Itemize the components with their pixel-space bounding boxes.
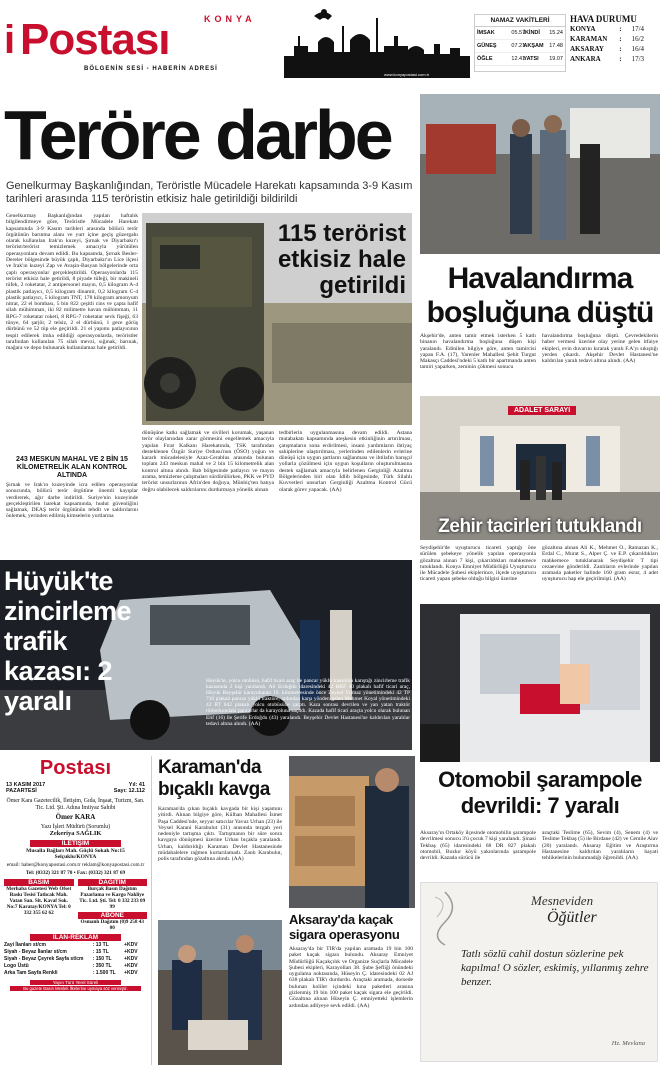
weather [570,14,658,76]
ilan-kdv: +KDV [124,956,138,963]
imprint-abone: Osmanlı Dağıtım (0)9 258 43 00 [80,919,144,932]
imprint-dagitim-title: DAĞITIM [78,879,148,886]
weather-city: ANKARA [570,55,601,63]
ilan-row [4,949,147,956]
weather-row [570,24,658,34]
ilan-kdv: +KDV [124,963,138,970]
ilan-price: : 15 TL [92,949,109,956]
prayer-times [474,14,566,72]
imprint-logo[interactable]: Postası [39,757,112,779]
imprint-footer2: Bu gazete Basın Meslek İlkelerine uymaya söz vermiştir. [10,986,141,991]
imprint-phone: Tel: (0332) 321 87 70 • Fax: (0332) 321 87 69 [25,870,126,877]
imprint-dagitim: Burçak Basın Dağıtım Pazarlama ve Kargo Nakliye Tic. Ltd. Şti. Tel: 0 332 233 09 99 [79,886,146,911]
lead-col2: dönüşüne katkı sağlamak ve sivilleri korumak, yaşanan terör olaylarından zarar görmesini engellemek amacıyla yapılan Fırat Kalkanı Harekatında, TSK tarafından desteklenen Özgür Suriye Ordusu'nun (ÖSO) yoğun ve kararlı mücadelesiyle Azaz-Cerablus arasında bulunan toplam 243 meskun mahal ve 2 bin 15 kilometrelik alan kontrol altına alındı. Bab bölgesinde patlayıcı ve mayın arama, temizleme çalışmaları sürdürülürken, PKK ve PYD terörist unsurlarının Afrin'den doğuya, Münbiç'ten batıya doğru olabilecek saldırılarını durdurmaya yönelik alınan [142,430,274,493]
logo-small-label: KONYA [204,14,256,24]
imprint-abone-title: ABONE [78,912,148,919]
imprint-date-row [0,780,151,796]
prayer-row [475,53,565,66]
lead-subhead: 243 MESKUN MAHAL VE 2 BİN 15 KİLOMETRELİK ALAN KONTROL ALTINDA [16,456,128,479]
imprint-owner: Ömer KARA [55,813,96,822]
karaman-headline: Karaman'da bıçaklı kavga [158,757,270,800]
ilan-price: : 350 TL [92,963,112,970]
otomobil-col2: araçtaki Teslime (65), Sevim (4), Senem (4) ve Teslime Tekbaş (5) ile Birdane (42) ve Cemile Alav (20) yaralandı. Aksaray Eğitim ve Araştırma Hastanesine kaldırılan yaralıların hayati tehlikelerinin bulunmadığı öğrenildi. (AA) [542,830,658,862]
imprint-contact-title: İLETİŞİM [30,840,121,847]
aksaray-headline: Aksaray'da kaçak sigara operasyonu [289,912,400,942]
lead-col1b: Şırnak ve Irak'ın kuzeyinde icra edilen operasyonlar sonucunda, bölücü terör örgütüne önemli kayıplar verdirerek, ağır darbe indirildi. Suriye'nin kuzeyinde gerçekleştirilen harekat kapsamında, hudut güvenliğini sağlamak, DEAŞ terör örgütünün tehdit ve saldırılarını önlemek, yerinden edilmiş kimselerin yurtlarına [6,482,138,520]
ilan-price: : 13 TL [92,942,109,949]
skyline-illustration [284,6,470,78]
prayer-rows [475,27,565,66]
ilan-name: Siyah - Beyaz Çeyrek Sayfa st/cm [4,956,84,963]
imprint-basim-title: BASIM [4,879,74,886]
prayer-label1: İMSAK [477,30,495,36]
imprint-email[interactable]: email: haber@konyapostasi.com.tr reklam@konyapostasi.com.tr [6,862,145,869]
zehir-col2: gözaltına alınan Ali K., Mehmet Ö., Ramazan K., Erdal C., Murat S., Alper Ç. ve E.P. çıkarıldıkları mahkemece tutuklanarak Seydişehir T tipi cezaevine gönderildi. Zanlıların evlerinde yapılan aramada paketler halinde 160 gram esrar, 4 adet uyuşturucu hap ele geçirilmişti. (AA) [542,545,658,583]
aksaray-photo [289,756,415,908]
ilan-price: : 150 TL [92,956,112,963]
otomobil-photo [420,604,660,762]
ilan-price: : 1.500 TL [92,970,116,977]
havalandirma-photo [420,94,660,254]
ilan-kdv: +KDV [124,970,138,977]
imprint-editor-title: Yazı İşleri Müdürü (Sorumlu) [40,824,111,831]
imprint-publisher: Ömer Kara Gazetecilik, İletişim, Gıda, İnşaat, Turizm, San. Tic. Ltd. Şti. Adına İmtiyaz Sahibi [6,798,145,811]
imprint-date: 13 KASIM 2017 PAZARTESİ [6,782,46,794]
logo-prefix: i [4,18,16,62]
weather-row [570,44,658,54]
prayer-times-title: NAMAZ VAKİTLERİ [475,15,565,27]
imprint-basim: Merhaba Gazetesi Web Ofset Baskı Tesisi Tatlıcak Mah. Vatan San. Sit. Kavaf Sok. No:7 Karatay/KONYA Tel: 0 332 355 62 62 [6,886,72,917]
weather-rows [570,24,658,64]
aksaray-body: Aksaray'da bir TIR'da yapılan aramada 19 bin 100 paket kaçak sigara bulundu. Aksaray Emniyet Müdürlüğü Kaçakçılık ve Organize Suçlarla Mücadele Şubesi ekipleri, Karayolları 38. Şube Şefliği önündeki uygulama noktasında, Hüseyin Ç. idaresindeki 02 AJ 638 plakalı TIR'ı durdurdu. Araçtaki aramada, dorsede bulunan koliler içindeki kına paketleri arasına gizlenmiş 19 bin 100 paket kaçak sigara ele geçirildi. Gözaltına alınan Hüseyin Ç. emniyetteki işlemlerin ardından adliyeye sevk edildi. (AA) [289,946,413,1009]
ilan-name: Arka Tam Sayfa Renkli [4,970,58,977]
zehir-photo [420,396,660,540]
weather-row [570,34,658,44]
zehir-col1: Seydişehir'de uyuşturucu ticareti yaptığı öne sürülen şebekeye yönelik yapılan operasyonla gözaltına alınan 7 kişi, çıkarıldıkları mahkemece tutuklandı. Konya Emniyet Müdürlüğü Uyuşturucu ile Mücadele Şubesi ekiplerince, ilçede uyuşturucu ticareti yapan şebeke olduğu bilgisi üzerine [420,545,536,583]
prayer-value2: 15.24 [549,30,563,36]
weather-city: KONYA [570,25,596,33]
imprint-dagitim-block [78,879,148,931]
prayer-value2: 19.07 [549,56,563,62]
imprint-basim-block [4,879,74,931]
prayer-label1: GÜNEŞ [477,43,497,49]
imprint-year: Yıl: 41 [128,782,145,788]
masthead [0,0,660,90]
prayer-label2: İKİNDİ [523,30,540,36]
lead-photo-headline: 115 terörist etkisiz hale getirildi [277,220,406,299]
ilan-name: Zayi İlanları st/cm [4,942,46,949]
ilan-kdv: +KDV [124,942,138,949]
prayer-row [475,27,565,40]
quote-author: Hz. Mevlana [611,1040,645,1047]
ilan-name: Logo Üstü [4,963,29,970]
otomobil-headline: Otomobil şarampole devrildi: 7 yaralı [438,767,642,818]
weather-temp: 17/4 [631,25,645,33]
karaman-photo [158,920,282,1065]
zehir-headline: Zehir tacirleri tutuklandı [438,516,642,537]
quote-title1: Mesneviden [531,893,594,908]
imprint-editor: Zekeriya SAĞLIK [49,830,102,838]
lead-photo [142,213,412,425]
weather-title: HAVA DURUMU [570,14,637,24]
logo[interactable] [4,12,280,74]
lead-col3: tedbirlerin uygulanmasına devam edildi. Astana mutabakatı kapsamında ateşkesin etkinliğinin artırılması, çatışmaların sona erdirilmesi, insani yardımların ihtiyaç sahiplerine ulaştırılması, yerlerinden edilenlerin evlerine dönüşü için uygun şartların sağlanması ve ihtilafın barışçıl yollarla çözülmesi için uygun koşulların oluşturulmasına destek sağlamak amacıyla belirlenen Gerginliği Azaltma Bölgelerinden biri olan İdlib bölgesinde, Türk Silahlı Kuvvetleri unsurları Gerginliği Azaltma Kontrol Gücü olarak görev yapacak. (AA) [279,430,412,493]
prayer-value1: 12.41 [511,56,526,62]
weather-city: KARAMAN [570,35,608,43]
logo-main: Postası [20,15,170,64]
huyuk-headline: Hüyük'te zincirleme trafik kazası: 2 yaralı [4,566,132,716]
prayer-row [475,40,565,53]
ilan-row [4,970,147,977]
imprint-footer: Yayın Türü Yerel Süreli [30,980,121,985]
huyuk-caption: Hüyük'te, yolcu otobüsü, hafif ticari araç ile pancar yüklü traktörün karıştığı zincirleme trafik kazasında 2 kişi yaralandı. Ali Erdoğdu idaresindeki 42 BKF 40 plakalı hafif ticari araç, Hüyük Beyşehir karayolunun 10. kilometresinde önce Zeynel Yılmaz yönetimindeki 42 TP 710 plakalı pancar yüklü traktöre, ardından karşı yönden gelen Mehmet Koyal yönetimindeki 42 RT 642 plakalı yolcu otobüsüne çarptı. Kaza sonrası devrilen ve yan yatan traktör römorkundaki pancarlar da karayoluna saçıldı. Kazada hafif ticari araçta yolcu olarak bulunan Elif (16) ile Şerife Erdoğdu (43) yaralandı. Beyşehir Devlet Hastanesi'ne kaldırılan yaralılar tedavi altına alındı. (AA) [206,678,410,727]
quote-ornament-icon [425,887,465,947]
weather-separator: : [619,25,622,33]
imprint-address: Musalla Bağları Mah. Güçlü Sokak No:15 Selçuklu/KONYA [26,848,125,861]
karaman-body: Karaman'da çıkan bıçaklı kavgada bir kişi yaşamını yitirdi. Alınan bilgiye göre, Külhan Mahallesi İsmet Paşa Caddesi'nde, seyyar satıcılar Yavuz Urhan (23) ile Veysel Karani Karabulut (31) arasında tezgah yeri nedeniyle tartışma çıktı. Tartışmanın bir süre sonra kavgaya dönüşmesi üzerine Urhan bıçakla yaralandı. Urhan, kaldırıldığı Karaman Devlet Hastanesinde müdahalelere rağmen kurtarılamadı. Zanlı Karabulut, polis tarafından gözaltına alındı. (AA) [158,806,282,863]
imprint-print-distribution [0,879,151,931]
ilan-name: Siyah - Beyaz İlanlar st/cm [4,949,67,956]
imprint-ilan-rows [0,942,151,977]
quote-box [420,882,658,1062]
havalandirma-headline: Havalandırma boşluğuna düştü [426,262,654,329]
ilan-kdv: +KDV [124,949,138,956]
otomobil-col1: Aksaray'ın Ortaköy ilçesinde otomobilin şarampole devrilmesi sonucu 3'ü çocuk 7 kişi yaralandı. Şinasi Tekbaş (65) idaresindeki 68 DR 827 plakalı otomobil, Bozkır köyü yakınlarında şarampole devrildi. Kazada sürücü ile [420,830,536,862]
quote-text: Tatlı sözlü cahil dostun sözlerine pek kapılma! O sözler, eskimiş, yıllanmış zehre benzer. [461,948,649,988]
imprint-ilan-title: İLAN-REKLAM [30,934,121,941]
weather-separator: : [619,35,622,43]
imprint [0,756,152,1065]
weather-separator: : [619,55,622,63]
prayer-value1: 05.57 [511,30,526,36]
prayer-label2: AKŞAM [523,43,544,49]
prayer-value2: 17.48 [549,43,563,49]
ilan-row [4,963,147,970]
lead-headline: Teröre darbe [4,96,391,174]
lead-subtitle: Genelkurmay Başkanlığından, Teröristle Mücadele Harekatı kapsamında 3-9 Kasım tarihleri arasında 115 teröristin etkisiz hale getirildiği bildirildi [6,180,413,205]
huyuk-photo [0,560,412,750]
havalandirma-col2: havalandırma boşluğuna düştü. Çevredekilerin haber vermesi üzerine olay yerine gelen itfaiye ekipleri, evin duvarını kırarak yaralı F.A'yı sıkıştığı yerden çıkardı. Akşehir Devlet Hastanesi'ne kaldırılan yaralı tedavi altına alındı. (AA) [542,333,658,365]
weather-city: AKSARAY [570,45,604,53]
prayer-label1: ÖĞLE [477,56,493,62]
weather-temp: 16/2 [631,35,645,43]
lead-col1: Genelkurmay Başkanlığından yapılan haftalık bilgilendirmeye göre, Teröristle Mücadele Harekatı kapsamında 3-9 Kasım tarihleri arasında bölücü terör örgütünün barınma alanı ve yurt içine geçiş güzergahı olarak kullanılan Irak'ın kuzeyi, Şırnak ve Diyarbakır'ı terörist/terörist temizlemek amacıyla yürütülen operasyonlara devam edildi. Bu kapsamda, Şırnak Besler-Dereler bölgesinde büyük çaplı, Diyarbakır'ın Lice ilçesi ve Irak'ın kuzeyi Zap ve Avaşin-Basyan bölgelerinde orta çaplı operasyonlar gerçekleştirildi. Operasyonlarda 115 terörist etkisiz hale getirildi, 8 piyade tüfeği, bir makineli tüfek, 2 roketatar, 2 antipersonel mayın, 0,5 kilogram A-4 plastik patlayıcı, 0,5 kilogram dinamit, 0,2 kilogram C-4 plastik patlayıcı, 5 kilogram TNT, 178 kilogram amonyum nitrat, 22 el bombası, 5 bin 822 çeşitli cins ve çapta hafif silah mühimmatı, iki 82 milimetre havan mühimmatı, 11 RPG-7 roketatar roketi, 8 RPG-7 roketatar sevk fişeği, 63 tünye, 64 şarjör, 2 telsiz, 2 el dürbünü, 1 gece görüş dürbünü ve 52 tüp ele geçirildi. 21 el yapımı patlayıcının tespit edilerek imha edildiği operasyonlarda, teröristler tarafından kullanılan 75 silah mevzi, sığınak, barınak, mağara ve depo bulunarak kullanılamaz hale getirildi. [6,213,138,352]
prayer-label2: YATSI [523,56,539,62]
imprint-issue: Sayı: 12.112 [113,788,145,794]
adalet-sarayi-sign: ADALET SARAYI [508,406,576,415]
weather-separator: : [619,45,622,53]
weather-temp: 17/3 [631,55,645,63]
weather-row [570,54,658,64]
imprint-issue-block [114,782,145,794]
masthead-url: www.konyapostasi.com.tr [384,72,430,77]
quote-title2: Öğütler [547,909,597,926]
weather-temp: 16/4 [631,45,645,53]
logo-slogan: BÖLGENİN SESİ - HABERİN ADRESİ [84,66,218,72]
prayer-value1: 07.21 [511,43,526,49]
havalandirma-col1: Akşehir'de, anten tamir etmek isterken 5 katlı binanın havalandırma boşluğuna düşen kişi yaralandı. Edinilen bilgiye göre, anten tamircisi yapan F.A. (17), Yarenler Mahallesi Şehit Turgut Makasçı Caddesi'ndeki 5 katlı bir apartmanda anten tamiri yaparken, zeminin çökmesi sonucu [420,333,536,371]
